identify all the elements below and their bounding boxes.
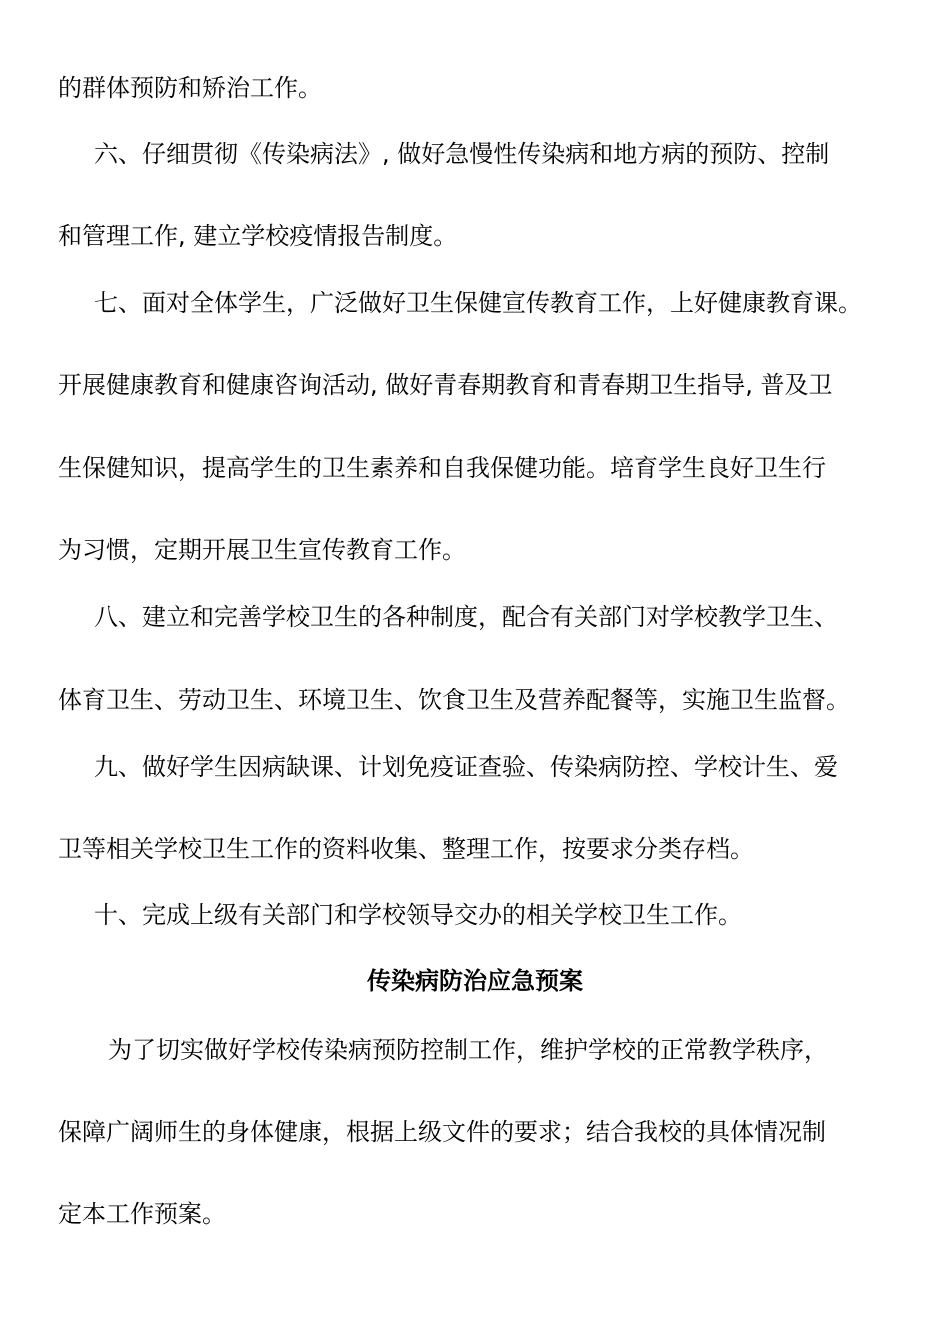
section-heading: 传染病防治应急预案 [367,967,583,995]
text-line: 和管理工作, 建立学校疫情报告制度。 [58,222,458,250]
text-line: 的群体预防和矫治工作。 [58,74,322,102]
text-line: 开展健康教育和健康咨询活动, 做好青春期教育和青春期卫生指导, 普及卫 [58,371,833,399]
text-line: 六、仔细贯彻《传染病法》, 做好急慢性传染病和地方病的预防、控制 [94,140,830,168]
text-line: 保障广阔师生的身体健康，根据上级文件的要求；结合我校的具体情况制 [58,1118,826,1146]
text-line: 生保健知识，提高学生的卫生素养和自我保健功能。培育学生良好卫生行 [58,454,826,482]
text-line: 十、完成上级有关部门和学校领导交办的相关学校卫生工作。 [94,901,742,929]
text-line: 体育卫生、劳动卫生、环境卫生、饮食卫生及营养配餐等，实施卫生监督。 [58,686,850,714]
text-line: 卫等相关学校卫生工作的资料收集、整理工作，按要求分类存档。 [58,835,754,863]
text-line: 为习惯，定期开展卫生宣传教育工作。 [58,536,466,564]
text-line: 八、建立和完善学校卫生的各种制度，配合有关部门对学校教学卫生、 [94,603,838,631]
text-line: 为了切实做好学校传染病预防控制工作，维护学校的正常教学秩序， [108,1036,828,1064]
text-line: 九、做好学生因病缺课、计划免疫证查验、传染病防控、学校计生、爱 [94,753,838,781]
text-line: 定本工作预案。 [58,1200,226,1228]
text-line: 七、面对全体学生，广泛做好卫生保健宣传教育工作，上好健康教育课。 [94,289,862,317]
